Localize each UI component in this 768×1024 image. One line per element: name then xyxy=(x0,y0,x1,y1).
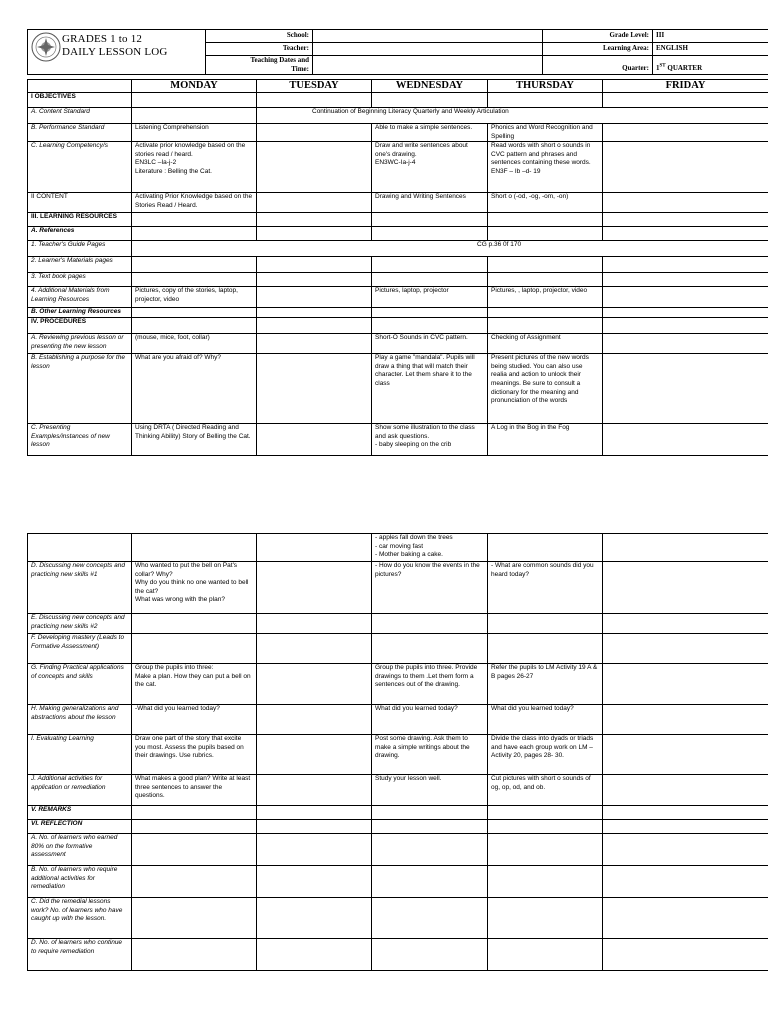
cell[interactable] xyxy=(488,898,603,939)
table-row xyxy=(28,93,768,108)
cell[interactable] xyxy=(132,834,257,866)
cell[interactable] xyxy=(132,108,257,124)
competency-monday xyxy=(132,142,257,193)
cell[interactable] xyxy=(257,93,372,108)
proc-j-thursday: Cut pictures with short o sounds of og, op, od, and ob. xyxy=(488,775,603,806)
proc-i-thursday: Divide the class into dyads or triads and have each group work on LM – Activity 20, pages 28- 30. xyxy=(488,735,603,775)
teaching-dates-label-2: Time: xyxy=(291,65,309,73)
proc-b-monday: What are you afraid of? Why? xyxy=(132,354,257,424)
proc-e-label: E. Discussing new concepts and practicing new skills #2 xyxy=(28,614,132,634)
proc-g-mon-line: Group the pupils into three: xyxy=(135,664,214,671)
school-value[interactable] xyxy=(313,30,543,43)
proc-g-mon-line: Make a plan. How they can put a bell on the cat. xyxy=(135,672,251,689)
competency-wed-line: Draw and write sentences about one's drawing. xyxy=(375,142,468,158)
cell[interactable] xyxy=(603,124,768,142)
cell[interactable] xyxy=(488,534,603,562)
table-row xyxy=(28,227,768,241)
cell[interactable] xyxy=(257,213,372,227)
quarter-value[interactable] xyxy=(653,56,768,75)
table-row xyxy=(28,318,768,334)
table-row xyxy=(28,193,768,213)
proc-b-thursday: Present pictures of the new words being studied. You can also use realia and action to unlock their meanings. Be sure to consult a dictionary for the meaning and pronunciation of the words xyxy=(488,354,603,424)
cont-wednesday xyxy=(372,534,488,562)
cell[interactable] xyxy=(132,806,257,820)
proc-c-thursday: A Log in the Bog in the Fog xyxy=(488,424,603,456)
additional-thursday: Pictures, , laptop, projector, video xyxy=(488,287,603,308)
cell[interactable] xyxy=(372,898,488,939)
table-row xyxy=(28,806,768,820)
cell[interactable] xyxy=(257,227,372,241)
day-monday: MONDAY xyxy=(132,80,257,93)
cell[interactable] xyxy=(257,354,372,424)
content-standard-label: A. Content Standard xyxy=(28,108,132,124)
cell[interactable] xyxy=(488,614,603,634)
cell[interactable] xyxy=(257,614,372,634)
cell[interactable] xyxy=(603,705,768,735)
competency-mon-line: EN3LC –Ia-j-2 xyxy=(135,159,177,167)
cell[interactable] xyxy=(603,834,768,866)
cell[interactable] xyxy=(372,93,488,108)
title-line-2: DAILY LESSON LOG xyxy=(62,46,168,58)
cell[interactable] xyxy=(132,820,257,834)
performance-standard-label: B. Performance Standard xyxy=(28,124,132,142)
table-row xyxy=(28,334,768,354)
content-standard-value: Continuation of Beginning Literacy Quarterly and Weekly Articulation xyxy=(257,108,768,124)
cell[interactable] xyxy=(257,735,372,775)
content-thursday: Short o (-od, -og, -om, -on) xyxy=(488,193,603,213)
quarter-label: Quarter: xyxy=(543,56,653,75)
objectives-label: I OBJECTIVES xyxy=(28,93,132,108)
proc-d-wednesday: - How do you know the events in the pictures? xyxy=(372,562,488,614)
competency-wed-line: EN3WC-Ia-j-4 xyxy=(375,159,416,167)
cell[interactable] xyxy=(488,834,603,866)
proc-a-monday: (mouse, mice, foot, collar) xyxy=(132,334,257,354)
procedures-label: IV. PROCEDURES xyxy=(28,318,132,334)
cell[interactable] xyxy=(603,257,768,273)
table-row xyxy=(28,735,768,775)
proc-g-label: G. Finding Practical applications of concepts and skills xyxy=(28,664,132,705)
proc-j-monday: What makes a good plan? Write at least three sentences to answer the questions. xyxy=(132,775,257,806)
cell[interactable] xyxy=(257,820,372,834)
proc-d-label: D. Discussing new concepts and practicing new skills #1 xyxy=(28,562,132,614)
proc-f-label: F. Developing mastery (Leads to Formative Assessment) xyxy=(28,634,132,664)
day-thursday: THURSDAY xyxy=(488,80,603,93)
table-row xyxy=(28,562,768,614)
cell[interactable] xyxy=(488,866,603,898)
table-row xyxy=(28,287,768,308)
proc-h-label: H. Making generalizations and abstractions about the lesson xyxy=(28,705,132,735)
cell[interactable] xyxy=(257,834,372,866)
cell[interactable] xyxy=(372,213,488,227)
content-wednesday: Drawing and Writing Sentences xyxy=(372,193,488,213)
cell[interactable] xyxy=(603,227,768,241)
table-row xyxy=(28,534,768,562)
proc-d-mon-line: Why do you think no one wanted to bell the cat? xyxy=(135,579,249,595)
cell[interactable] xyxy=(603,898,768,939)
cell[interactable] xyxy=(132,939,257,971)
table-row xyxy=(28,705,768,735)
table-row xyxy=(28,424,768,456)
quarter-rest: QUARTER xyxy=(665,64,703,72)
cell[interactable] xyxy=(488,820,603,834)
table-row xyxy=(28,257,768,273)
cell[interactable] xyxy=(372,866,488,898)
cell[interactable] xyxy=(372,614,488,634)
cell[interactable] xyxy=(372,308,488,318)
grade-level-label: Grade Level: xyxy=(543,30,653,43)
proc-c-wed-line: Show some illustration to the class and ask questions. xyxy=(375,424,475,440)
table-row xyxy=(28,664,768,705)
cell[interactable] xyxy=(257,562,372,614)
days-header-row xyxy=(28,80,768,93)
cell[interactable] xyxy=(257,193,372,213)
cell[interactable] xyxy=(603,334,768,354)
cell[interactable] xyxy=(372,820,488,834)
other-resources-label: B. Other Learning Resources xyxy=(28,308,132,318)
day-tuesday: TUESDAY xyxy=(257,80,372,93)
cell[interactable] xyxy=(488,93,603,108)
performance-wednesday: Able to make a simple sentences. xyxy=(372,124,488,142)
table-row xyxy=(28,939,768,971)
cell[interactable] xyxy=(603,213,768,227)
cell[interactable] xyxy=(603,534,768,562)
cell[interactable] xyxy=(603,634,768,664)
proc-i-monday: Draw one part of the story that excite you most. Assess the pupils based on their drawings. Use rubrics. xyxy=(132,735,257,775)
cell[interactable] xyxy=(257,142,372,193)
cont-wed-line: - Mother baking a cake. xyxy=(375,551,443,559)
table-row xyxy=(28,124,768,142)
reflection-b-label: B. No. of learners who require additional activities for remediation xyxy=(28,866,132,898)
performance-monday: Listening Comprehension xyxy=(132,124,257,142)
school-label: School: xyxy=(206,30,313,43)
cell[interactable] xyxy=(257,866,372,898)
competency-mon-line: Activate prior knowledge based on the stories read / heard. xyxy=(135,142,246,158)
cell[interactable] xyxy=(372,834,488,866)
quarter-sup: ST xyxy=(659,63,666,69)
table-row xyxy=(28,241,768,257)
cont-wed-line: - car moving fast xyxy=(375,542,424,550)
references-label: A. References xyxy=(28,227,132,241)
cell[interactable] xyxy=(257,124,372,142)
content-label: II CONTENT xyxy=(28,193,132,213)
cell[interactable] xyxy=(488,227,603,241)
competency-thu-line: Read words with short o sounds in CVC pattern and phrases and sentences containing these words. xyxy=(491,142,591,167)
proc-a-thursday: Checking of Assignment xyxy=(488,334,603,354)
cell[interactable] xyxy=(372,227,488,241)
table-row xyxy=(28,834,768,866)
table-row xyxy=(28,898,768,939)
cell[interactable] xyxy=(257,424,372,456)
lesson-log-table xyxy=(27,79,768,456)
proc-b-wednesday: Play a game "mandala". Pupils will draw a thing that will match their character. Let them share it to the class xyxy=(372,354,488,424)
cell[interactable] xyxy=(603,193,768,213)
blank-header xyxy=(28,80,132,93)
cell[interactable] xyxy=(372,939,488,971)
resources-label: III. LEARNING RESOURCES xyxy=(28,213,132,227)
performance-thursday: Phonics and Word Recognition and Spelling xyxy=(488,124,603,142)
competency-thu-line: EN3F – Ib –d- 19 xyxy=(491,167,541,175)
cell[interactable] xyxy=(132,534,257,562)
cell[interactable] xyxy=(603,273,768,287)
cell[interactable] xyxy=(257,898,372,939)
proc-c-wed-line: - baby sleeping on the crib xyxy=(375,441,452,449)
cell[interactable] xyxy=(603,735,768,775)
proc-a-label: A. Reviewing previous lesson or presenting the new lesson xyxy=(28,334,132,354)
cell[interactable] xyxy=(28,534,132,562)
tb-pages-label: 3. Text book pages xyxy=(28,273,132,287)
cell[interactable] xyxy=(488,213,603,227)
proc-h-thursday: What did you learned today? xyxy=(488,705,603,735)
proc-c-label: C. Presenting Examples/instances of new lesson xyxy=(28,424,132,456)
proc-d-monday xyxy=(132,562,257,614)
cell[interactable] xyxy=(257,334,372,354)
cell[interactable] xyxy=(372,806,488,820)
cell[interactable] xyxy=(488,939,603,971)
teacher-label: Teacher: xyxy=(206,43,313,56)
proc-i-wednesday: Post some drawing. Ask them to make a simple writings about the drawing. xyxy=(372,735,488,775)
proc-h-monday: -What did you learned today? xyxy=(132,705,257,735)
cell[interactable] xyxy=(257,634,372,664)
lesson-log-table-continued xyxy=(27,533,768,971)
day-wednesday: WEDNESDAY xyxy=(372,80,488,93)
lm-pages-label: 2. Learner's Materials pages xyxy=(28,257,132,273)
cell[interactable] xyxy=(603,424,768,456)
cell[interactable] xyxy=(603,287,768,308)
table-row xyxy=(28,354,768,424)
logo-title-cell xyxy=(28,30,206,75)
cell[interactable] xyxy=(603,820,768,834)
cell[interactable] xyxy=(603,866,768,898)
learning-area-value[interactable]: ENGLISH xyxy=(653,43,768,56)
proc-g-thursday: Refer the pupils to LM Activity 19 A & B pages 26-27 xyxy=(488,664,603,705)
table-row xyxy=(28,634,768,664)
proc-b-label: B. Establishing a purpose for the lesson xyxy=(28,354,132,424)
table-row xyxy=(28,142,768,193)
cell[interactable] xyxy=(603,562,768,614)
cell[interactable] xyxy=(372,257,488,273)
cell[interactable] xyxy=(132,308,257,318)
document-title xyxy=(62,33,168,59)
table-row xyxy=(28,614,768,634)
table-row xyxy=(28,775,768,806)
cell[interactable] xyxy=(603,614,768,634)
additional-monday: Pictures, copy of the stories, laptop, projector, video xyxy=(132,287,257,308)
grade-level-value[interactable]: III xyxy=(653,30,768,43)
cell[interactable] xyxy=(257,664,372,705)
competency-label: C. Learning Competency/s xyxy=(28,142,132,193)
proc-h-wednesday: What did you learned today? xyxy=(372,705,488,735)
cell[interactable] xyxy=(257,939,372,971)
cell[interactable] xyxy=(257,257,372,273)
table-row xyxy=(28,108,768,124)
proc-j-label: J. Additional activities for application or remediation xyxy=(28,775,132,806)
cont-wed-line: - apples fall down the trees xyxy=(375,534,453,541)
teaching-dates-label-1: Teaching Dates and xyxy=(250,56,309,64)
proc-a-wednesday: Short-O Sounds in CVC pattern. xyxy=(372,334,488,354)
cell[interactable] xyxy=(372,273,488,287)
table-row xyxy=(28,820,768,834)
cell[interactable] xyxy=(603,664,768,705)
additional-materials-label: 4. Additional Materials from Learning Resources xyxy=(28,287,132,308)
cell[interactable] xyxy=(603,93,768,108)
proc-c-wednesday xyxy=(372,424,488,456)
cell[interactable] xyxy=(488,318,603,334)
teacher-value[interactable] xyxy=(313,43,543,56)
header-table xyxy=(27,29,768,75)
cell[interactable] xyxy=(488,257,603,273)
cell[interactable] xyxy=(257,318,372,334)
cell[interactable] xyxy=(372,634,488,664)
cell[interactable] xyxy=(488,308,603,318)
remarks-label: V. REMARKS xyxy=(28,806,132,820)
cell[interactable] xyxy=(132,257,257,273)
cell[interactable] xyxy=(603,308,768,318)
cell[interactable] xyxy=(603,318,768,334)
cell[interactable] xyxy=(257,308,372,318)
cell[interactable] xyxy=(603,142,768,193)
content-monday: Activating Prior Knowledge based on the Stories Read / Heard. xyxy=(132,193,257,213)
cell[interactable] xyxy=(132,213,257,227)
cell[interactable] xyxy=(488,273,603,287)
cell[interactable] xyxy=(603,354,768,424)
tg-pages-label: 1. Teacher's Guide Pages xyxy=(28,241,132,257)
cell[interactable] xyxy=(603,775,768,806)
reflection-label: VI. REFLECTION xyxy=(28,820,132,834)
cell[interactable] xyxy=(603,806,768,820)
proc-d-mon-line: What was wrong with the plan? xyxy=(135,596,225,604)
additional-wednesday: Pictures, laptop, projector xyxy=(372,287,488,308)
title-line-1: GRADES 1 to 12 xyxy=(62,33,143,45)
cell[interactable] xyxy=(257,273,372,287)
cell[interactable] xyxy=(132,227,257,241)
cell[interactable] xyxy=(132,614,257,634)
cell[interactable] xyxy=(257,775,372,806)
proc-g-wednesday: Group the pupils into three. Provide drawings to them .Let them form a sentences out of the drawing. xyxy=(372,664,488,705)
table-row xyxy=(28,273,768,287)
cell[interactable] xyxy=(132,898,257,939)
proc-g-monday xyxy=(132,664,257,705)
table-row xyxy=(28,213,768,227)
cell[interactable] xyxy=(132,866,257,898)
reflection-c-label: C. Did the remedial lessons work? No. of learners who have caught up with the lesson. xyxy=(28,898,132,939)
proc-d-mon-line: Who wanted to put the bell on Pat's collar? Why? xyxy=(135,562,238,578)
deped-seal-icon xyxy=(31,32,61,62)
table-row xyxy=(28,308,768,318)
table-row xyxy=(28,866,768,898)
reflection-a-label: A. No. of learners who earned 80% on the formative assessment xyxy=(28,834,132,866)
day-friday: FRIDAY xyxy=(603,80,768,93)
cell[interactable] xyxy=(132,93,257,108)
proc-j-wednesday: Study your lesson well. xyxy=(372,775,488,806)
cell[interactable] xyxy=(132,273,257,287)
cell[interactable] xyxy=(257,534,372,562)
cell[interactable] xyxy=(488,634,603,664)
competency-mon-line: Literature : Belling the Cat. xyxy=(135,167,212,175)
proc-i-label: I. Evaluating Learning xyxy=(28,735,132,775)
quarter-num: 1 xyxy=(656,64,660,72)
cell[interactable] xyxy=(372,318,488,334)
cell[interactable] xyxy=(132,318,257,334)
proc-d-thursday: - What are common sounds did you heard today? xyxy=(488,562,603,614)
tg-pages-value: CG p.36 0f 170 xyxy=(132,241,768,257)
cell[interactable] xyxy=(132,634,257,664)
reflection-d-label: D. No. of learners who continue to require remediation xyxy=(28,939,132,971)
cell[interactable] xyxy=(257,806,372,820)
competency-wednesday xyxy=(372,142,488,193)
teaching-dates-value[interactable] xyxy=(313,56,543,75)
competency-thursday xyxy=(488,142,603,193)
proc-c-monday: Using DRTA ( Directed Reading and Thinking Ability) Story of Belling the Cat. xyxy=(132,424,257,456)
cell[interactable] xyxy=(488,806,603,820)
teaching-dates-label xyxy=(206,56,313,75)
cell[interactable] xyxy=(257,705,372,735)
cell[interactable] xyxy=(257,287,372,308)
cell[interactable] xyxy=(603,939,768,971)
learning-area-label: Learning Area: xyxy=(543,43,653,56)
